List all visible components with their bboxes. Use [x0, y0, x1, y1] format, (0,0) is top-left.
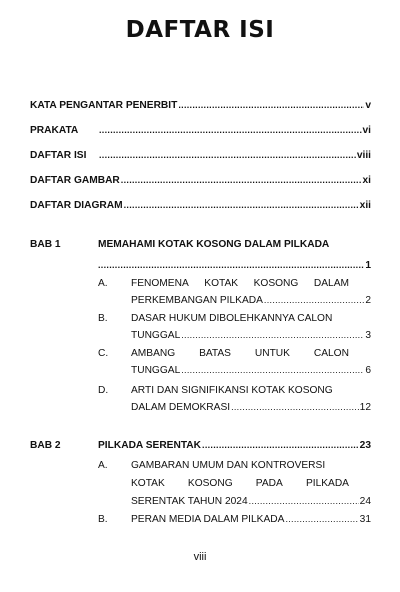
section-entry[interactable] — [131, 401, 371, 414]
toc-entry-daftar-gambar[interactable] — [30, 174, 371, 187]
dot-leader — [124, 199, 359, 212]
page-number: viii — [193, 551, 207, 563]
section-title-line[interactable] — [131, 347, 349, 360]
page-title: DAFTAR ISI — [125, 17, 275, 43]
dot-leader — [249, 495, 359, 508]
word: CALON — [313, 348, 349, 359]
word: PADA — [255, 478, 283, 489]
section-title-line: DALAM DEMOKRASI — [131, 402, 231, 413]
dot-leader — [231, 401, 359, 414]
section-letter: C. — [98, 348, 109, 359]
toc-entry-page: 24 — [359, 496, 371, 507]
section-entry[interactable] — [131, 495, 371, 508]
chapter-entry[interactable] — [98, 439, 371, 452]
chapter-title: PILKADA SERENTAK — [98, 440, 202, 451]
toc-entry-label: PRAKATA — [30, 125, 79, 136]
section-title-line[interactable]: ARTI DAN SIGNIFIKANSI KOTAK KOSONG — [131, 385, 333, 396]
dot-leader — [99, 124, 362, 137]
word: DALAM — [313, 278, 349, 289]
toc-entry-label: DAFTAR ISI — [30, 150, 87, 161]
toc-entry-label: DAFTAR DIAGRAM — [30, 200, 123, 211]
section-title-line[interactable] — [131, 477, 349, 490]
word: FENOMENA — [131, 278, 189, 289]
section-title-line: TUNGGAL — [131, 365, 181, 376]
section-title-line[interactable] — [131, 277, 349, 290]
dot-leader — [121, 174, 362, 187]
chapter-page-line[interactable] — [98, 259, 371, 272]
word: PILKADA — [305, 478, 349, 489]
dot-leader — [285, 513, 358, 526]
section-title-line: SERENTAK TAHUN 2024 — [131, 496, 248, 507]
toc-entry-daftar-diagram[interactable] — [30, 199, 371, 212]
word: AMBANG — [131, 348, 176, 359]
section-entry[interactable] — [131, 294, 371, 307]
chapter-title[interactable]: MEMAHAMI KOTAK KOSONG DALAM PILKADA — [98, 239, 330, 250]
toc-entry-page: 31 — [359, 514, 371, 525]
word: KOTAK — [204, 278, 239, 289]
dot-leader — [181, 364, 364, 377]
toc-entry-page: 6 — [365, 365, 371, 376]
toc-entry-kata-pengantar[interactable] — [30, 99, 371, 112]
toc-entry-page: 3 — [365, 330, 371, 341]
section-title-line[interactable]: GAMBARAN UMUM DAN KONTROVERSI — [131, 460, 326, 471]
toc-entry-page: xii — [359, 200, 371, 211]
dot-leader — [178, 99, 364, 112]
chapter-number: BAB 2 — [30, 440, 61, 451]
chapter-number: BAB 1 — [30, 239, 61, 250]
toc-entry-page: 23 — [359, 440, 371, 451]
section-letter: B. — [98, 514, 108, 525]
toc-entry-page: viii — [356, 150, 371, 161]
section-letter: D. — [98, 385, 109, 396]
section-letter: A. — [98, 278, 108, 289]
word: UNTUK — [254, 348, 290, 359]
dot-leader — [181, 329, 364, 342]
toc-entry-label: DAFTAR GAMBAR — [30, 175, 120, 186]
word: KOSONG — [187, 478, 233, 489]
toc-entry-page: 2 — [365, 295, 371, 306]
section-title-line: PERKEMBANGAN PILKADA — [131, 295, 263, 306]
toc-entry-page: 12 — [359, 402, 371, 413]
dot-leader — [264, 294, 364, 307]
section-title-line: TUNGGAL — [131, 330, 181, 341]
word: KOSONG — [253, 278, 299, 289]
toc-entry-page: xi — [362, 175, 371, 186]
dot-leader — [98, 259, 364, 272]
section-title-line: PERAN MEDIA DALAM PILKADA — [131, 514, 285, 525]
toc-entry-page: v — [365, 100, 371, 111]
dot-leader — [202, 439, 359, 452]
toc-entry-daftar-isi[interactable] — [30, 149, 371, 162]
section-letter: B. — [98, 313, 108, 324]
toc-entry-label: KATA PENGANTAR PENERBIT — [30, 100, 178, 111]
word: BATAS — [199, 348, 231, 359]
section-entry[interactable] — [131, 513, 371, 526]
toc-entry-prakata[interactable] — [30, 124, 371, 137]
section-title-line[interactable]: DASAR HUKUM DIBOLEHKANNYA CALON — [131, 313, 333, 324]
word: KOTAK — [131, 478, 165, 489]
section-entry[interactable] — [131, 364, 371, 377]
dot-leader — [99, 149, 356, 162]
toc-entry-page: vi — [362, 125, 371, 136]
section-entry[interactable] — [131, 329, 371, 342]
section-letter: A. — [98, 460, 108, 471]
toc-entry-page: 1 — [365, 260, 371, 271]
